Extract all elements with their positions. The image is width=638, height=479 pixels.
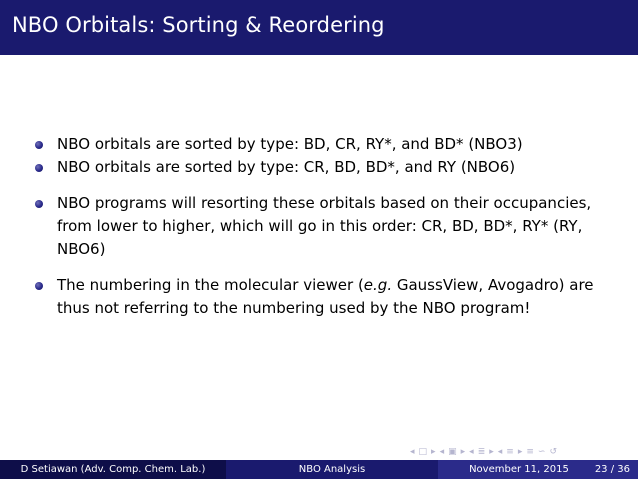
section-back-icon[interactable]: ◂ — [469, 447, 474, 457]
frame-back-icon[interactable]: ◂ — [410, 447, 415, 457]
footer-right — [438, 460, 638, 479]
section-icon[interactable]: ≣ — [477, 447, 486, 457]
part-forward-icon[interactable]: ▸ — [517, 447, 523, 457]
bullet-icon — [35, 141, 43, 149]
bullet-item — [35, 133, 625, 156]
frame-forward-icon[interactable]: ▸ — [431, 447, 436, 457]
footer-date: November 11, 2015 — [469, 464, 569, 475]
navigation-bar — [410, 445, 557, 459]
page-number: 23 / 36 — [594, 464, 630, 475]
footer-author: D Setiawan (Adv. Comp. Chem. Lab.) — [0, 460, 226, 479]
bullet-text-emphasis: e.g. — [363, 276, 393, 294]
bullet-text-after: GaussView, Avogadro) are thus not referring to the numbering used by the NBO program! — [57, 276, 594, 317]
footer — [0, 460, 638, 479]
section-forward-icon[interactable]: ▸ — [489, 447, 494, 457]
bullet-item — [35, 192, 625, 261]
bullet-text — [57, 274, 625, 320]
bullet-text: NBO orbitals are sorted by type: CR, BD, BD*, and RY (NBO6) — [57, 158, 516, 176]
bullet-item — [35, 156, 625, 179]
subsection-back-icon[interactable]: ◂ — [439, 447, 445, 457]
part-icon[interactable]: ≡ — [506, 447, 514, 457]
bullet-text-before: The numbering in the molecular viewer ( — [57, 276, 364, 294]
subsection-forward-icon[interactable]: ▸ — [460, 447, 466, 457]
bullet-item — [35, 274, 625, 320]
document-icon[interactable]: ≡ — [526, 447, 534, 457]
frame-icon[interactable]: □ — [418, 447, 428, 457]
bullet-icon — [35, 282, 43, 290]
bullet-text: NBO programs will resorting these orbitals based on their occupancies, from lower to higher, which will go in this order: CR, BD, BD*, RY* (RY, NBO6) — [57, 194, 592, 258]
subsection-icon[interactable]: ▣ — [448, 447, 457, 457]
bullet-list — [35, 133, 625, 320]
part-back-icon[interactable]: ◂ — [497, 447, 503, 457]
search-icon[interactable]: ∽ — [537, 447, 546, 457]
bullet-icon — [35, 200, 43, 208]
bullet-icon — [35, 164, 43, 172]
footer-short-title: NBO Analysis — [226, 460, 438, 479]
bullet-text: NBO orbitals are sorted by type: BD, CR, RY*, and BD* (NBO3) — [57, 135, 523, 153]
zoom-icon[interactable]: ↺ — [549, 447, 558, 457]
slide-title: NBO Orbitals: Sorting & Reordering — [12, 13, 385, 37]
title-bar — [0, 0, 638, 55]
